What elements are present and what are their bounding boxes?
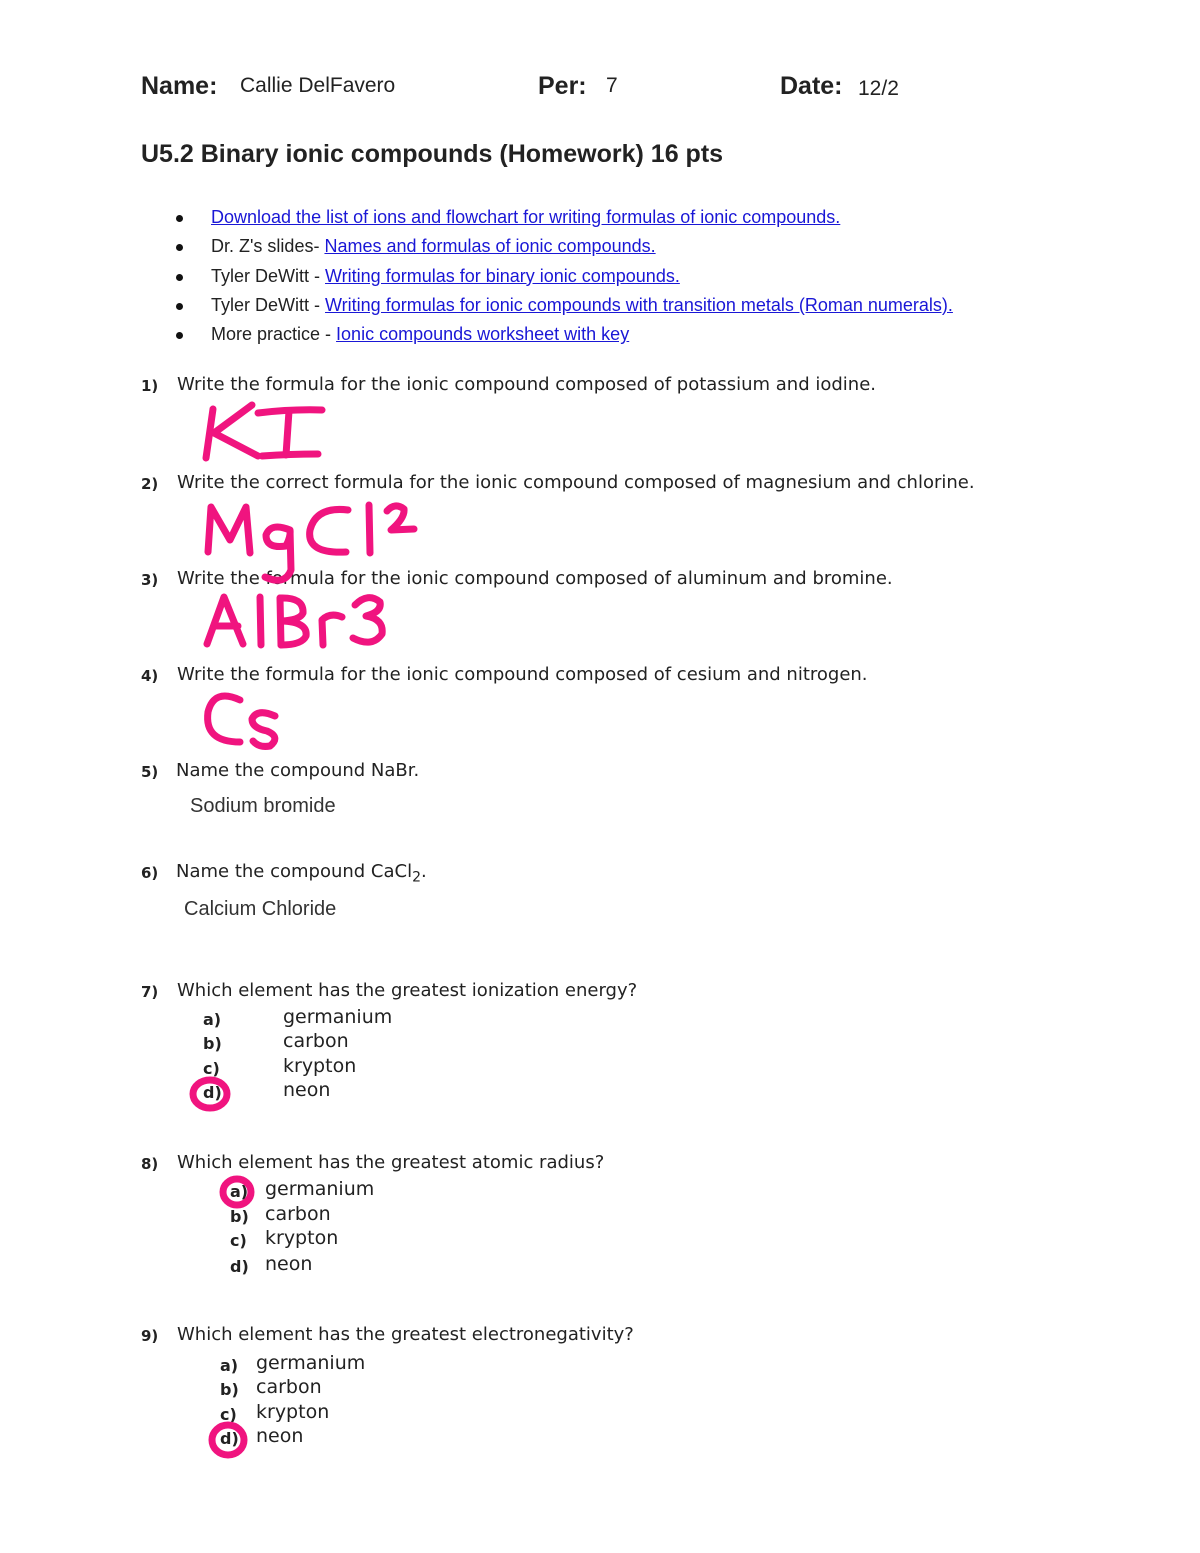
question-number: 4) xyxy=(141,667,159,685)
resource-prefix: Tyler DeWitt - xyxy=(211,265,326,286)
option-letter: c) xyxy=(230,1231,247,1250)
question-text: Write the correct formula for the ionic compound composed of magnesium and chlorine. xyxy=(177,472,975,493)
name-label: Name: xyxy=(141,72,218,100)
option-letter: b) xyxy=(220,1380,239,1399)
transition-metals-video-link[interactable]: Writing formulas for ionic compounds with transition metals (Roman numerals). xyxy=(325,294,953,315)
question-text: Write the formula for the ionic compound composed of potassium and iodine. xyxy=(177,374,876,395)
option-text: krypton xyxy=(256,1401,330,1423)
slides-link[interactable]: Names and formulas of ionic compounds. xyxy=(324,236,656,257)
question-number: 1) xyxy=(141,377,159,395)
resource-prefix: Dr. Z's slides- xyxy=(211,236,325,257)
question-text: Name the compound NaBr. xyxy=(176,760,420,781)
option-text: krypton xyxy=(283,1055,357,1077)
option-letter: d) xyxy=(220,1429,239,1448)
answer-text: Sodium bromide xyxy=(190,795,336,817)
option-letter: a) xyxy=(220,1356,239,1375)
question-number: 7) xyxy=(141,983,159,1001)
option-letter: a) xyxy=(230,1182,249,1201)
question-number: 6) xyxy=(141,864,159,882)
option-text: germanium xyxy=(265,1178,375,1200)
option-letter: d) xyxy=(203,1083,222,1102)
option-text: neon xyxy=(283,1079,331,1101)
binary-formulas-video-link[interactable]: Writing formulas for binary ionic compounds. xyxy=(325,265,680,286)
question-text: Which element has the greatest ionization energy? xyxy=(177,980,638,1001)
handwritten-answer-albr3 xyxy=(207,597,382,645)
answer-circle xyxy=(193,1080,227,1108)
question-number: 5) xyxy=(141,763,159,781)
handwritten-answer-ki xyxy=(206,405,322,458)
answer-circle xyxy=(223,1179,251,1205)
option-text: carbon xyxy=(283,1030,349,1052)
option-text: carbon xyxy=(265,1203,331,1225)
handwritten-answer-mgcl2 xyxy=(208,505,414,580)
question-number: 3) xyxy=(141,571,159,589)
resource-prefix: Tyler DeWitt - xyxy=(211,294,326,315)
question-number: 9) xyxy=(141,1327,159,1345)
answer-text: Calcium Chloride xyxy=(184,898,337,920)
resource-prefix: More practice - xyxy=(211,324,337,345)
option-text: krypton xyxy=(265,1227,339,1249)
handwritten-answer-cs xyxy=(208,696,275,746)
period-value: 7 xyxy=(606,74,618,97)
ions-flowchart-link[interactable]: Download the list of ions and flowchart for writing formulas of ionic compounds. xyxy=(211,207,841,227)
page-title: U5.2 Binary ionic compounds (Homework) 16 pts xyxy=(141,140,724,168)
question-text-main: Name the compound CaCl xyxy=(176,861,413,882)
option-letter: c) xyxy=(220,1405,237,1424)
name-value: Callie DelFavero xyxy=(240,74,396,97)
subscript: 2 xyxy=(412,869,422,886)
question-text: Which element has the greatest atomic radius? xyxy=(177,1152,605,1173)
answer-circle xyxy=(212,1425,244,1455)
option-text: germanium xyxy=(256,1352,366,1374)
option-text: neon xyxy=(265,1253,313,1275)
question-text: Write the formula for the ionic compound composed of aluminum and bromine. xyxy=(177,568,893,589)
question-text: Which element has the greatest electronegativity? xyxy=(177,1324,634,1345)
worksheet-link[interactable]: Ionic compounds worksheet with key xyxy=(336,324,630,345)
option-letter: b) xyxy=(230,1207,249,1226)
option-letter: a) xyxy=(203,1010,222,1029)
question-number: 8) xyxy=(141,1155,159,1173)
option-text: neon xyxy=(256,1425,304,1447)
option-letter: c) xyxy=(203,1059,220,1078)
question-text: Write the formula for the ionic compound composed of cesium and nitrogen. xyxy=(177,664,868,685)
question-number: 2) xyxy=(141,475,159,493)
date-label: Date: xyxy=(780,72,843,100)
option-letter: d) xyxy=(230,1257,249,1276)
option-text: carbon xyxy=(256,1376,322,1398)
date-value: 12/2 xyxy=(858,77,899,100)
option-text: germanium xyxy=(283,1006,393,1028)
question-text-end: . xyxy=(421,861,427,882)
period-label: Per: xyxy=(538,72,587,100)
option-letter: b) xyxy=(203,1034,222,1053)
